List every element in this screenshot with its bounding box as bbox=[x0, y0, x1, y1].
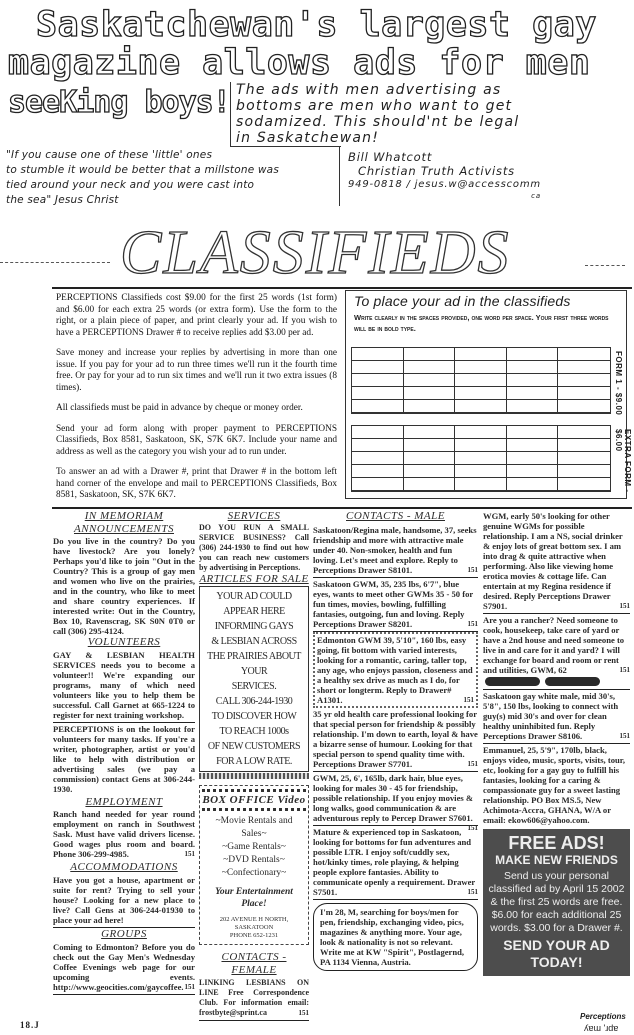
signature-name: Bill Whatcott bbox=[348, 150, 433, 164]
handwritten-signature bbox=[348, 150, 541, 200]
quote-line: the sea" Jesus Christ bbox=[6, 194, 119, 206]
heading-groups: GROUPS bbox=[101, 928, 147, 940]
publication-name: Perceptions bbox=[580, 1012, 626, 1021]
box-office-item: ~Movie Rentals and Sales~ bbox=[215, 816, 293, 839]
house-ad-line: OF NEW CUSTOMERS bbox=[207, 741, 301, 752]
ad-code: 151 bbox=[467, 620, 478, 628]
column-4 bbox=[483, 510, 630, 976]
heading-services: SERVICES bbox=[227, 510, 281, 522]
ad-code: 151 bbox=[298, 1009, 309, 1017]
ad-text: I'm 28, M, searching for boys/men for pen, friendship, exchanging video, pics, magazines & anything more. Your age, look & nationality is not so relevant. Write me at KW "Spirit", Postlagernd, PA 1134 Vienna, Austria. bbox=[320, 907, 465, 967]
form-title: To place your ad in the classifieds bbox=[354, 293, 571, 309]
redaction-mark bbox=[485, 677, 540, 686]
house-ad-line: THE PRAIRIES ABOUT bbox=[207, 651, 301, 662]
ad-text: Mature & experienced top in Saskatoon, looking for bottoms for fun adventures and possible LTR. I enjoy soft/cuddly sex, hot/kinky times, role playing, & helping people explore fantasies. Ability to communicate openly a requirement. Drawer S7501. bbox=[313, 827, 476, 897]
ad-code: 151 bbox=[619, 602, 630, 610]
contact-ad bbox=[313, 524, 478, 578]
ad-code: 151 bbox=[184, 850, 195, 858]
quote-line: "If you cause one of these 'little' ones bbox=[6, 149, 213, 161]
contacts-female-text bbox=[199, 977, 309, 1021]
contact-ad bbox=[483, 690, 630, 744]
redaction-mark bbox=[545, 677, 600, 686]
free-ads-body: Send us your personal classified ad by April 15 2002 & the first 25 words are free. $6.00 for each additional 25 words. $3.00 for a Drawer #. bbox=[488, 870, 625, 934]
house-ad-line: SERVICES. bbox=[231, 681, 277, 692]
box-office-phone: PHONE 652-1231 bbox=[229, 932, 279, 939]
groups-text bbox=[53, 941, 195, 995]
ad-text: GWM, 25, 6', 165lb, dark hair, blue eyes, looking for males 30 - 45 for friendship, possible relationship. If you enjoy movies & long walks, good communication & are adventurous reply to Percep Drawer S7601. bbox=[313, 773, 474, 823]
employment-body: Ranch hand needed for year round employment on ranch in Southwest Sask. Must have valid drivers license. Good wages plus room and board. Phone 306-299-4985. bbox=[53, 809, 195, 859]
ad-text: Saskatoon gay white male, mid 30's, 5'8", 150 lbs, looking to connect with guy(s) mid 30's and over for clean healthy uninhibited fun. Reply Perceptions Drawer S8106. bbox=[483, 691, 619, 741]
house-ad-line: YOUR AD COULD bbox=[216, 591, 292, 602]
heading-employment: EMPLOYMENT bbox=[85, 796, 163, 808]
perceptions-volunteers-text: PERCEPTIONS is on the lookout for volunteers for many tasks. If you're a writer, photographer, artist or you'd like to help with distribution or advertising sales (we pay a commission) contact Gens at 306-244-1930. bbox=[53, 724, 195, 794]
masthead-classifieds: CLASSIFIEDS bbox=[120, 219, 511, 287]
house-ad-line: FOR A LOW RATE. bbox=[216, 756, 292, 767]
contact-ad bbox=[313, 772, 478, 832]
contact-ad bbox=[313, 826, 478, 900]
intro-savings: Save money and increase your replies by advertising in more than one issue. If you pay for your ad to run three times we'll run it the fourth time free. Or pay for your ad to run six times and we'll run it two extra issues (8 times). bbox=[56, 348, 337, 393]
quote-line: tied around your neck and you were cast into bbox=[6, 179, 255, 191]
form-grid-extra[interactable] bbox=[351, 425, 611, 492]
house-ad-line: YOUR bbox=[240, 666, 268, 677]
ad-code: 151 bbox=[619, 732, 630, 740]
intro-send: Send your ad form along with proper payment to PERCEPTIONS Classifieds, Box 8581, Saskatoon, SK, S7K 6K7. Include your name and address as well as the category you wish your ad to run under. bbox=[56, 423, 337, 457]
form1-price-label: FORM 1 - $9.00 bbox=[614, 351, 623, 416]
handwritten-headline-line-3: seeKing boys! bbox=[8, 85, 230, 120]
ad-text: Edmonton GWM 39, 5'10", 160 lbs, easy going, fit bottom with varied interests, looking for a romantic, caring, taller top, any age, who enjoys passion, closeness and a healthy sex drive as much as I do, for short or longterm. Reply to Drawer# A1301. bbox=[317, 635, 473, 705]
contact-ad-circled bbox=[313, 903, 478, 971]
free-ads-title: FREE ADS! bbox=[508, 833, 605, 853]
scan-noise-strip bbox=[199, 773, 309, 779]
quote-line: to stumble it would be better that a millstone was bbox=[6, 164, 279, 176]
box-office-logo: BOX OFFICE Video bbox=[202, 789, 306, 811]
ad-text: 35 yr old health care professional looking for that special person for friendship & possibly relationship. I'm down to earth, loyal & have a bizarre sense of humour. Looking for that special person to spend quality time with. Perceptions Drawer S7701. bbox=[313, 709, 478, 769]
free-ads-promo bbox=[483, 829, 630, 976]
contact-ad bbox=[483, 510, 630, 614]
contact-ad bbox=[313, 632, 478, 708]
issue-date: ʎɐɯ 'ɹdɐ bbox=[584, 1023, 619, 1033]
column-3 bbox=[313, 510, 478, 971]
heading-accommodations: ACCOMMODATIONS bbox=[70, 861, 178, 873]
contact-ad bbox=[483, 744, 630, 829]
groups-body: Coming to Edmonton? Before you do check out the Gay Men's Wednesday Coffee Evenings web page for our upcoming events. http://www.geocities.com/gaycoffee. bbox=[53, 942, 195, 992]
ad-text: WGM, early 50's looking for other genuine WGMs for possible relationship. I am a NS, social drinker & enjoy lots of great bottom sex. I am into drag & quite attractive when performing. Also like viewing home erotica movies & cottage life. Can entertain at my Regina residence if desired. Reply Perceptions Drawer S7901. bbox=[483, 511, 623, 611]
note-line: sodamized. This should'nt be legal bbox=[236, 114, 520, 130]
announcement-text: Do you live in the country? Do you have livestock? Are you lonely? Perhaps you'd like to join "Out in the Country? This is a group of gay men and women who live on the prairies, and in the country, who like to meet and share country experiences. If interested write: Out in the Country, Box 10, Ravenscrag, SK S0N 0T0 or call (306) 295-4124. bbox=[53, 536, 195, 636]
signature-contact: 949-0818 / jesus.w@accesscomm bbox=[348, 179, 541, 190]
note-box-divider bbox=[339, 146, 340, 206]
form-grid-main[interactable] bbox=[351, 347, 611, 414]
box-office-item: ~DVD Rentals~ bbox=[223, 855, 285, 865]
intro-payment: All classifieds must be paid in advance by cheque or money order. bbox=[56, 403, 303, 413]
ad-code: 151 bbox=[467, 824, 478, 832]
house-ad-box bbox=[199, 586, 309, 772]
ad-code: 151 bbox=[619, 666, 630, 674]
signature-organization: Christian Truth Activists bbox=[358, 164, 515, 178]
house-ad-line: APPEAR HERE bbox=[223, 606, 285, 617]
box-office-slogan: Your Entertainment Place! bbox=[215, 887, 293, 909]
handwritten-headline-line-2: magazine allows ads for men bbox=[8, 43, 591, 83]
intro-answer: To answer an ad with a Drawer #, print that Drawer # in the bottom left hand corner of the envelope and mail to PERCEPTIONS Classifieds, Box 8581, Saskatoon, SK, S7K 6K7. bbox=[56, 467, 337, 500]
house-ad-line: TO DISCOVER HOW bbox=[211, 711, 297, 722]
section-rule bbox=[52, 507, 632, 509]
heading-articles-for-sale: ARTICLES FOR SALE bbox=[199, 573, 309, 585]
form-instructions: Write clearly in the spaces provided, one word per space. Your first three words will be in bold type. bbox=[354, 313, 609, 333]
heading-announcements: ANNOUNCEMENTS bbox=[73, 523, 174, 535]
masthead-right-dashes bbox=[585, 265, 625, 266]
ad-code: 151 bbox=[184, 983, 195, 991]
box-office-item: ~Game Rentals~ bbox=[222, 842, 286, 852]
handwritten-quote bbox=[6, 148, 279, 208]
volunteers-text: GAY & LESBIAN HEALTH SERVICES needs you to become a volunteer!! We're expanding our programs, many of which need volunteers like you to help them be successful. Call Garnet at 665-1224 to register for next training workshop. bbox=[53, 649, 195, 723]
house-ad-line: INFORMING GAYS bbox=[214, 621, 294, 632]
column-1 bbox=[53, 510, 195, 995]
house-ad-line: TO REACH 1000s bbox=[219, 726, 289, 737]
heading-contacts-female: CONTACTS - FEMALE bbox=[221, 951, 287, 976]
note-line: bottoms are men who want to get bbox=[236, 98, 513, 114]
house-ad-line: CALL 306-244-1930 bbox=[215, 696, 293, 707]
contact-ad bbox=[483, 614, 630, 690]
box-office-address: 202 AVENUE H NORTH, SASKATOON bbox=[219, 916, 289, 931]
ad-code: 151 bbox=[467, 760, 478, 768]
free-ads-subtitle: MAKE NEW FRIENDS bbox=[495, 853, 618, 867]
accommodations-text: Have you got a house, apartment or suite for rent? Trying to sell your house? Looking for a new place to live? Call Gens at 306-244-01930 to place your ad here! bbox=[53, 874, 195, 928]
ad-order-form bbox=[345, 290, 632, 499]
handwritten-headline-line-1: Saskatchewan's largest gay bbox=[36, 5, 597, 45]
heading-contacts-male: CONTACTS - MALE bbox=[346, 510, 445, 522]
classifieds-intro bbox=[56, 293, 337, 502]
note-line: in Saskatchewan! bbox=[236, 130, 380, 146]
column-2 bbox=[199, 510, 309, 1021]
contact-ad bbox=[313, 578, 478, 632]
ad-code: 151 bbox=[463, 696, 474, 704]
female-body: LINKING LESBIANS ON LINE Free Correspondence Club. For information email: frostbyte@sprint.ca bbox=[199, 978, 309, 1017]
extra-form-price-label: EXTRA FORM - $6.00 bbox=[614, 429, 632, 493]
employment-text bbox=[53, 809, 195, 859]
contact-ad bbox=[313, 708, 478, 772]
heading-in-memoriam: IN MEMORIAM bbox=[84, 510, 164, 522]
ad-text: Saskatoon/Regina male, handsome, 37, seeks friendship and more with attractive male under 40. Non-smoker, health and fun loving. Let's meet and explore. Reply to Perceptions Drawer S8101. bbox=[313, 525, 477, 575]
ad-text: Saskatoon GWM, 35, 235 lbs, 6'7", blue eyes, wants to meet other GWMs 35 - 50 for fun times, movies, bowling, fulfilling fantasies, outgoing, fun and loving. Reply Perceptions Drawer S8201. bbox=[313, 579, 474, 629]
free-ads-cta: SEND YOUR AD TODAY! bbox=[503, 937, 610, 970]
masthead-left-dashes bbox=[0, 262, 110, 263]
box-office-video-ad bbox=[199, 785, 309, 945]
intro-pricing: PERCEPTIONS Classifieds cost $9.00 for the first 25 words (1st form) and $6.00 for each extra 25 words (or extra form). Use the form to the right, or a plain piece of paper, and print clearly your ad. If you wish to have a PERCEPTIONS Drawer # to receive replies add $3.00 per ad. bbox=[56, 293, 337, 338]
signature-contact-suffix: ca bbox=[531, 192, 541, 200]
handwritten-note bbox=[236, 82, 519, 146]
ad-code: 151 bbox=[467, 888, 478, 896]
ad-code: 151 bbox=[467, 566, 478, 574]
house-ad-line: & LESBIAN ACROSS bbox=[211, 636, 297, 647]
ad-text: Are you a rancher? Need someone to cook, housekeep, take care of yard or have a 2nd house and need someone to live in and care for it and yard? I will exchange for board and room or rent and utilities, GWM, 62 bbox=[483, 615, 625, 675]
ad-text: Emmanuel, 25, 5'9", 170lb, black, enjoys video, music, sports, visits, tour, etc, looking for a gay guy to fulfill his fantasies, looking for a caring & compassionate guy for a sweet lasting relationship. PO Box MS.5, New Achimota-Accra, GHANA, W/A or email: ekow606@yahoo.com. bbox=[483, 745, 625, 825]
note-line: The ads with men advertising as bbox=[236, 82, 502, 98]
box-office-item: ~Confectionary~ bbox=[221, 868, 287, 878]
heading-volunteers: VOLUNTEERS bbox=[87, 636, 161, 648]
masthead-rule bbox=[52, 287, 632, 289]
services-text: DO YOU RUN A SMALL SERVICE BUSINESS? Call (306) 244-1930 to find out how you can reach new customers by advertising in Perceptions. bbox=[199, 523, 309, 572]
page-number: 18.J bbox=[20, 1020, 40, 1030]
